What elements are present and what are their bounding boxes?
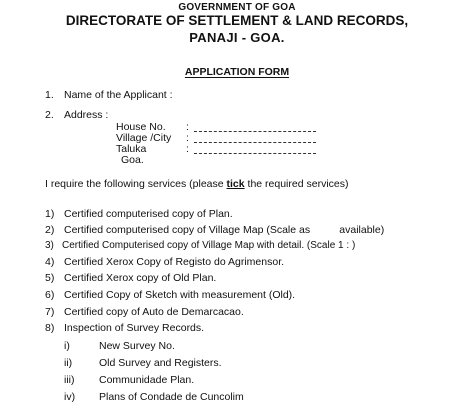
taluka-blank[interactable] [194,153,316,154]
survey-record-i-text[interactable]: New Survey No. [99,340,175,352]
service-item-7-text[interactable]: Certified copy of Auto de Demarcacao. [64,306,244,318]
services-instruction [45,178,349,190]
directorate-heading: DIRECTORATE OF SETTLEMENT & LAND RECORDS, [65,13,409,28]
services-instruction-emphasis: tick [226,178,245,190]
address-field-label: Address : [64,109,109,121]
service-item-8-number: 8) [45,322,55,334]
service-item-8-text[interactable]: Inspection of Survey Records. [64,322,205,334]
applicant-field-number: 1. [45,89,54,101]
service-item-4-number: 4) [45,256,55,268]
village-city-label: Village /City [116,132,172,144]
goa-label: Goa. [121,154,144,166]
house-no-colon: : [186,121,189,133]
service-item-1-number: 1) [45,208,55,220]
service-item-4-text[interactable]: Certified Xerox Copy of Registo do Agrimensor. [64,256,285,268]
service-item-7-number: 7) [45,306,55,318]
service-item-6-number: 6) [45,289,55,301]
service-item-3-number: 3) [45,240,54,251]
services-instruction-before: I require the following services (please [45,178,227,190]
house-no-label: House No. [116,121,166,133]
survey-record-iii-text[interactable]: Communidade Plan. [99,374,195,386]
applicant-field-label: Name of the Applicant : [64,89,173,101]
service-item-2-number: 2) [45,224,55,236]
survey-record-ii-text[interactable]: Old Survey and Registers. [99,357,222,369]
village-city-colon: : [186,132,189,144]
survey-record-ii-number: ii) [64,357,73,369]
services-instruction-after: the required services) [244,178,349,190]
taluka-label: Taluka [116,143,147,155]
survey-record-i-number: i) [64,340,70,352]
service-item-6-text[interactable]: Certified Copy of Sketch with measurement (Old). [64,289,296,301]
government-heading: GOVERNMENT OF GOA [178,2,296,13]
service-item-1-text[interactable]: Certified computerised copy of Plan. [64,208,233,220]
taluka-colon: : [186,143,189,155]
house-no-blank[interactable] [194,131,316,132]
service-item-5-number: 5) [45,272,55,284]
survey-record-iii-number: iii) [64,374,75,386]
form-title: APPLICATION FORM [184,66,290,78]
village-city-blank[interactable] [194,142,316,143]
location-heading: PANAJI - GOA. [189,30,285,45]
service-item-5-text[interactable]: Certified Xerox copy of Old Plan. [64,272,217,284]
survey-record-iv-text[interactable]: Plans of Condade de Cuncolim [99,391,244,403]
survey-record-iv-number: iv) [64,391,76,403]
service-item-3-text[interactable]: Certified Computerised copy of Village Map with detail. (Scale 1 : ) [62,240,356,251]
service-item-2-text[interactable]: Certified computerised copy of Village Map (Scale as available) [64,224,385,236]
address-field-number: 2. [45,109,54,121]
